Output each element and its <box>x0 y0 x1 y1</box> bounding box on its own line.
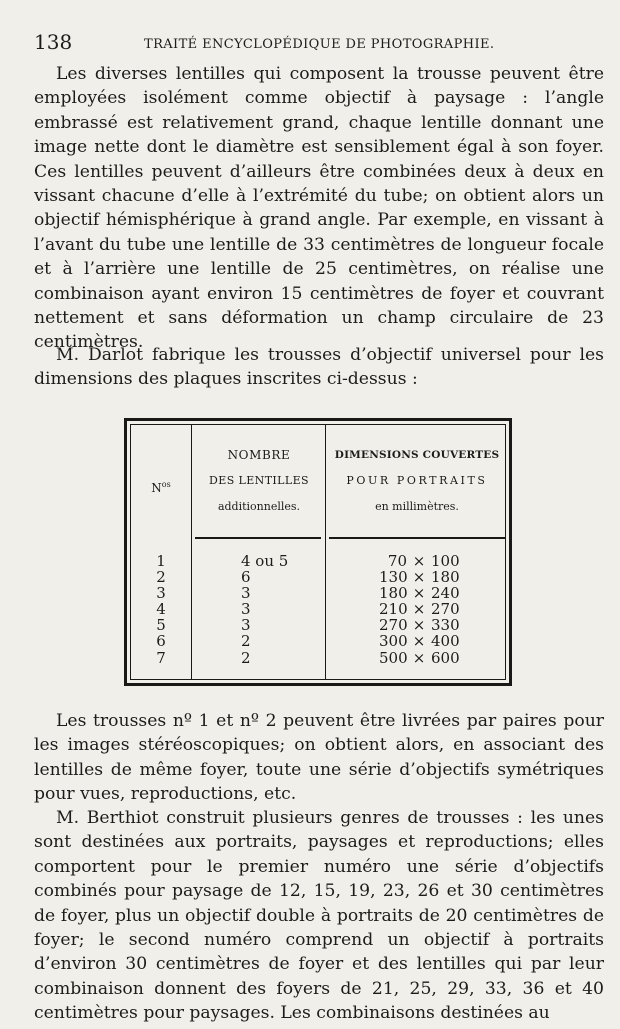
column-numero <box>153 553 169 666</box>
header-separator <box>195 537 321 539</box>
table-row <box>379 553 479 569</box>
cell-lentilles: 6 <box>241 568 251 587</box>
cell-lentilles: 2 <box>241 632 251 651</box>
header-separator <box>329 537 505 539</box>
header-numero <box>131 477 191 496</box>
cell-numero: 6 <box>156 632 166 651</box>
cell-dim-height: 330 <box>431 616 460 635</box>
cell-numero: 7 <box>156 648 166 667</box>
cell-lentilles: 4 ou 5 <box>241 552 289 570</box>
column-dimensions <box>379 553 479 666</box>
times-sign: × <box>412 648 426 667</box>
cell-lentilles: 3 <box>241 616 251 635</box>
header-lentilles-line2: DES LENTILLES <box>209 474 309 487</box>
table-row <box>379 585 479 601</box>
table-inner-frame <box>130 424 506 680</box>
page-number: 138 <box>34 30 73 54</box>
table-row <box>379 601 479 617</box>
cell-dim-height: 270 <box>431 600 460 619</box>
cell-dim-height: 240 <box>431 584 460 603</box>
cell-numero: 5 <box>156 616 166 635</box>
times-sign: × <box>412 568 426 587</box>
cell-dim-width: 300 <box>379 632 408 651</box>
trousses-table <box>124 418 512 686</box>
times-sign: × <box>412 584 426 603</box>
cell-numero: 1 <box>156 552 166 570</box>
cell-dim-width: 210 <box>379 600 408 619</box>
cell-dim-height: 600 <box>431 648 460 667</box>
table-row <box>379 569 479 585</box>
header-lentilles-line1: NOMBRE <box>227 448 291 462</box>
table-divider <box>191 425 192 679</box>
running-head: TRAITÉ ENCYCLOPÉDIQUE DE PHOTOGRAPHIE. <box>144 37 495 52</box>
paragraph-stereoscopiques: Les trousses nº 1 et nº 2 peuvent être livrées par paires pour les images stéréoscopiques; on obtient alors, en associant des lentilles de même foyer, toute une série d’objectifs symétriques pour vues, reproductions, etc. <box>34 711 604 805</box>
header-dimensions <box>327 447 507 515</box>
cell-numero: 4 <box>156 600 166 619</box>
cell-numero: 3 <box>156 584 166 603</box>
header-lentilles-line3: additionnelles. <box>217 500 301 513</box>
paragraph-darlot: M. Darlot fabrique les trousses d’objectif universel pour les dimensions des plaques inscrites ci-dessus : <box>34 345 604 390</box>
header-dimensions-line3: en millimètres. <box>375 500 459 513</box>
cell-numero: 2 <box>156 568 166 587</box>
header-numero-label: N <box>151 481 162 495</box>
cell-lentilles: 3 <box>241 600 251 619</box>
times-sign: × <box>412 616 426 635</box>
times-sign: × <box>412 632 426 651</box>
cell-dim-width: 500 <box>379 648 408 667</box>
cell-dim-width: 130 <box>379 568 408 587</box>
times-sign: × <box>412 600 426 619</box>
cell-lentilles: 2 <box>241 648 251 667</box>
times-sign: × <box>412 552 426 570</box>
cell-dim-height: 100 <box>431 552 460 570</box>
cell-dim-height: 180 <box>431 568 460 587</box>
table-row <box>379 633 479 649</box>
cell-dim-width: 70 <box>387 552 407 570</box>
column-lentilles <box>241 553 301 666</box>
table-divider <box>325 425 326 679</box>
paragraph-lentilles: Les diverses lentilles qui composent la trousse peuvent être employées isolément comme objectif à paysage : l’angle embrassé est relativement grand, chaque lentille donnant une image nette dont le diamètre est sensiblement égal à son foyer. Ces lentilles peuvent d’ailleurs être combinées deux à deux en vissant chacune d’elle à l’extrémité du tube; on obtient alors un objectif hémisphérique à grand angle. Par exemple, en vissant à l’avant du tube une lentille de 33 centimètres de longueur focale et à l’arrière une lentille de 25 centimètres, on réalise une combinaison ayant environ 15 centimètres de foyer et couvrant nettement et sans déformation un champ circulaire de 23 centimètres. <box>34 64 604 353</box>
cell-dim-height: 400 <box>431 632 460 651</box>
cell-dim-width: 270 <box>379 616 408 635</box>
cell-dim-width: 180 <box>379 584 408 603</box>
header-numero-sup: os <box>161 480 171 489</box>
page-header <box>34 30 582 56</box>
paragraph-berthiot: M. Berthiot construit plusieurs genres de trousses : les unes sont destinées aux portraits, paysages et reproductions; elles comportent pour le premier numéro une série d’objectifs combinés pour paysage de 12, 15, 19, 23, 26 et 30 centimètres de foyer, plus un objectif double à portraits de 20 centimètres de foyer; le second numéro comprend un objectif à portraits d’environ 30 centimètres de foyer et des lentilles qui par leur combinaison donnent des foyers de 21, 25, 29, 33, 36 et 40 centimètres pour paysages. Les combinaisons destinées au <box>34 808 604 1024</box>
header-dimensions-line2: POUR PORTRAITS <box>346 474 488 487</box>
header-lentilles <box>193 447 325 515</box>
table-row <box>379 617 479 633</box>
header-dimensions-line1: DIMENSIONS COUVERTES <box>334 449 500 461</box>
cell-lentilles: 3 <box>241 584 251 603</box>
table-row <box>379 650 479 666</box>
